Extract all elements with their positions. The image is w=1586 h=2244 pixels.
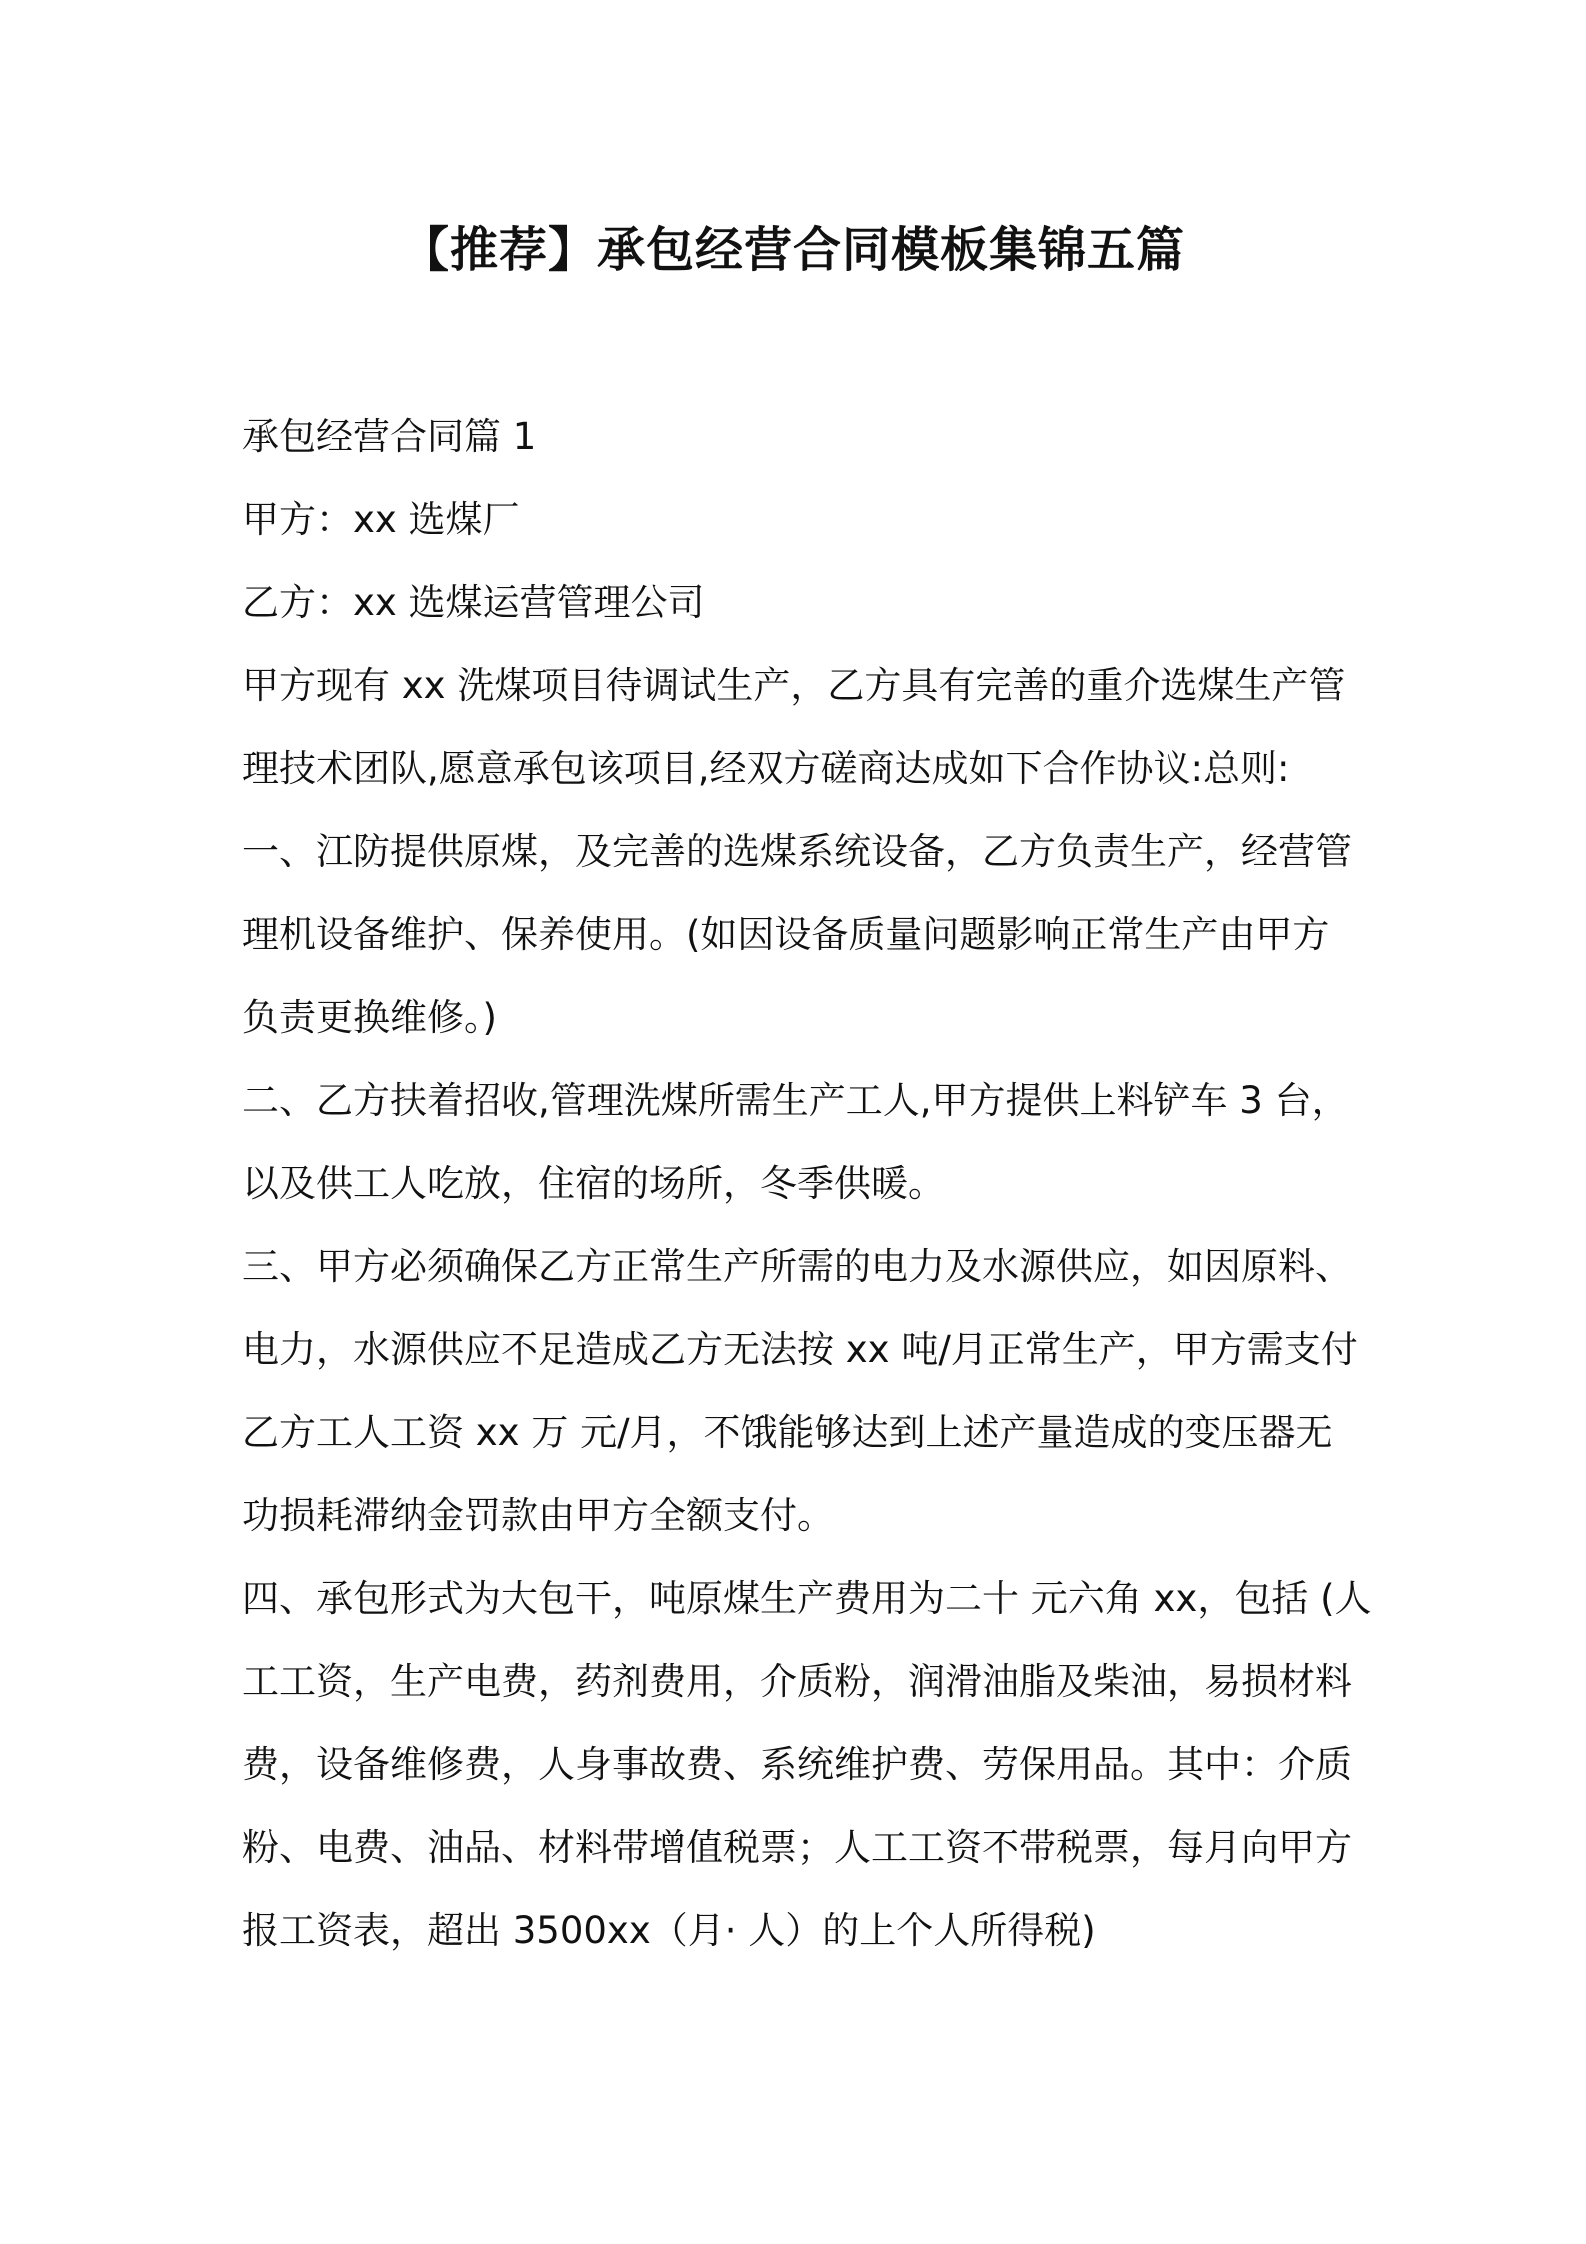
paragraph-line: 费，设备维修费，人身事故费、系统维护费、劳保用品。其中：介质 xyxy=(242,1743,1352,1786)
document-body xyxy=(242,395,1372,1972)
paragraph-line: 报工资表，超出 3500xx（月· 人）的上个人所得税) xyxy=(242,1909,1096,1952)
paragraph-line: 一、江防提供原煤，及完善的选煤系统设备，乙方负责生产，经营管 xyxy=(242,830,1352,873)
section-heading: 承包经营合同篇 1 xyxy=(242,415,537,458)
paragraph-line: 粉、电费、油品、材料带增值税票；人工工资不带税票，每月向甲方 xyxy=(242,1826,1352,1869)
paragraph-line: 理机设备维护、保养使用。(如因设备质量问题影响正常生产由甲方 xyxy=(242,913,1330,956)
paragraph-line: 理技术团队,愿意承包该项目,经双方磋商达成如下合作协议:总则: xyxy=(242,747,1290,790)
paragraph-line: 以及供工人吃放，住宿的场所，冬季供暖。 xyxy=(242,1162,945,1205)
paragraph-line: 三、甲方必须确保乙方正常生产所需的电力及水源供应，如因原料、 xyxy=(242,1245,1352,1288)
paragraph-line: 甲方现有 xx 洗煤项目待调试生产，乙方具有完善的重介选煤生产管 xyxy=(242,664,1346,707)
paragraph-line: 电力，水源供应不足造成乙方无法按 xx 吨/月正常生产，甲方需支付 xyxy=(242,1328,1358,1371)
party-a-line: 甲方：xx 选煤厂 xyxy=(242,498,520,541)
paragraph-line: 二、乙方扶着招收,管理洗煤所需生产工人,甲方提供上料铲车 3 台， xyxy=(242,1079,1349,1122)
paragraph-line: 功损耗滞纳金罚款由甲方全额支付。 xyxy=(242,1494,834,1537)
paragraph-line: 工工资，生产电费，药剂费用，介质粉，润滑油脂及柴油，易损材料 xyxy=(242,1660,1352,1703)
paragraph-line: 四、承包形式为大包干，吨原煤生产费用为二十 元六角 xx，包括 (人 xyxy=(242,1577,1372,1620)
paragraph-line: 负责更换维修。) xyxy=(242,996,497,1039)
paragraph-line: 乙方工人工资 xx 万 元/月，不饿能够达到上述产量造成的变压器无 xyxy=(242,1411,1333,1454)
document-title: 【推荐】承包经营合同模板集锦五篇 xyxy=(400,222,1185,278)
party-b-line: 乙方：xx 选煤运营管理公司 xyxy=(242,581,705,624)
